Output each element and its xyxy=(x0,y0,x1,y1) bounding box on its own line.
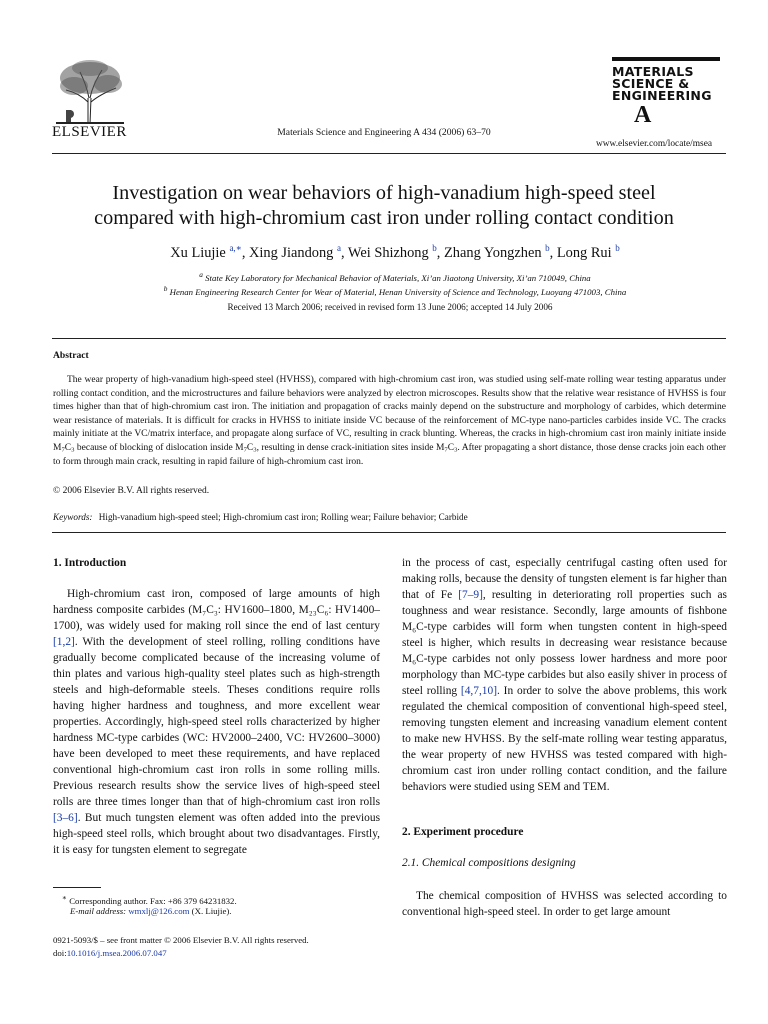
affil-text: Henan Engineering Research Center for Wear of Material, Henan University of Science and Technology, Luoyang 471003, China xyxy=(169,286,627,297)
body-text: . But much tungsten element was often added into the previous high-speed steel rolls, which brought about two disadvantages. Firstly, it is easy for tungsten element to segregate xyxy=(53,812,380,856)
affil-text: State Key Laboratory for Mechanical Behavior of Materials, Xi’an Jiaotong University, Xi’an 710049, China xyxy=(205,272,591,283)
logo-line-1: MATERIALS xyxy=(612,64,694,79)
doi-line xyxy=(53,948,167,958)
journal-logo xyxy=(612,58,720,128)
affil-mark: b xyxy=(163,284,168,293)
email-label: E-mail address: xyxy=(70,906,127,916)
introduction-paragraph xyxy=(53,586,380,858)
journal-citation: Materials Science and Engineering A 434 (2006) 63–70 xyxy=(277,127,491,138)
elsevier-tree-logo xyxy=(54,58,126,126)
title-line-1: Investigation on wear behaviors of high-vanadium high-speed steel xyxy=(112,182,656,204)
abstract-heading: Abstract xyxy=(53,350,89,361)
publisher-name: ELSEVIER xyxy=(52,124,127,140)
footnote-rule xyxy=(53,887,101,888)
abstract-text: The wear property of high-vanadium high-speed steel (HVHSS), compared with high-chromium cast iron, was studied using self-mate rolling wear testing apparatus under rolling contact condition, and the microstructures and failure behaviors were analyzed by electron microscopes. Results show that the relative wear resistance of HVHSS is four times higher than that of high-chromium cast iron. The initiation and propagation of cracks mainly depend on the substructure and morphology of carbides, which determine wear resistance of materials. It is difficult for cracks in HVHSS to initiate inside VC because of the reinforcement of MC-type nano-particles carbides inside VC. The cracks mainly initiate at the VC/matrix interface, and propagate along surface of VC, resulting in crack blunting. Whereas, the cracks in high-chromium cast iron mainly initiate inside $M_7C_3$ because of blocking of dislocation inside $M_7C_3$, resulting in dense crack-initiation sites inside $M_7C_3$. After propagating a short distance, those dense cracks join each other to form through main crack, resulting in rapid failure of high-chromium cast iron. xyxy=(53,375,726,467)
experiment-paragraph: The chemical composition of HVHSS was selected according to conventional high-speed steel. In order to get large amount xyxy=(402,890,727,918)
author-separator: , xyxy=(340,244,348,261)
section-heading-experiment: 2. Experiment procedure xyxy=(402,826,524,838)
logo-letter: A xyxy=(634,102,652,128)
journal-url[interactable]: www.elsevier.com/locate/msea xyxy=(596,139,713,149)
abstract-bottom-rule xyxy=(52,532,726,533)
subscript: 7 xyxy=(61,446,65,454)
corresponding-author-note xyxy=(62,893,237,906)
subscript: 7 xyxy=(243,446,247,454)
section-heading-introduction: 1. Introduction xyxy=(53,557,127,569)
affiliation-a xyxy=(0,270,768,283)
subscript: 7 xyxy=(444,446,448,454)
citation-link[interactable]: [3–6] xyxy=(53,812,78,824)
body-text: . With the development of steel rolling, rolling conditions have gradually become complicated because of the increasing volume of thin plates and various high-quality steel plates such as high-strength steels and high-deformable steels. Theses conditions require rolls having higher hardness and toughness, and more excellent wear properties. Accordingly, high-speed steel rolls characterized by higher hardness MC-type carbides (WC: HV2000–2400, VC: HV2600–3000) have been developed to meet these requirements, and have replaced conventional high-chromium cast iron rolls in some rolling mills. Previous research results show the service lives of high-speed steel rolls are three times longer than that of high-chromium cast iron rolls xyxy=(53,636,380,808)
footnote-star: ∗ xyxy=(62,893,67,902)
citation-link[interactable]: [1,2] xyxy=(53,636,75,648)
author-list xyxy=(0,243,768,262)
author-name: Xu Liujie xyxy=(170,244,226,261)
affiliation-b xyxy=(0,284,768,297)
email-link[interactable]: wmxlj@126.com xyxy=(128,906,190,916)
abstract-part: The wear property of high-vanadium high-speed steel (HVHSS), compared with high-chromium cast iron, was studied using self-mate rolling wear testing apparatus under rolling contact condition, and the microstructures and failure behaviors were analyzed by electron microscopes. Results show that the relative wear resistance of HVHSS is four times higher than that of high-chromium cast iron. The initiation and propagation of cracks mainly depend on the substructure and morphology of carbides, which determine wear resistance of materials. It is difficult for cracks in HVHSS to initiate inside VC because of the reinforcement of MC-type nano-particles carbides inside VC. The cracks mainly initiate at the VC/matrix interface, and propagate along surface of VC, resulting in crack blunting. Whereas, the cracks in high-chromium cast iron mainly initiate inside M xyxy=(53,375,726,453)
abstract-part: . After propagating a short distance, those dense cracks join each other to form through main crack, resulting in rapid failure of high-chromium cast iron. xyxy=(53,442,726,467)
subscript: 3 xyxy=(71,446,75,454)
abstract-top-rule xyxy=(52,338,726,339)
author-affil-mark[interactable]: a,∗ xyxy=(229,243,242,253)
article-title xyxy=(60,181,708,231)
citation-link[interactable]: [4,7,10] xyxy=(460,685,497,697)
author-separator: , xyxy=(436,244,444,261)
body-text: . In order to solve the above problems, this work regulated the chemical composition of conventional high-speed steel, removing tungsten element and increasing vanadium element content to make new HVHSS. By the self-mate rolling wear testing apparatus, the wear property of new HVHSS was tested compared with high-chromium cast iron under rolling contact condition, and the failure behaviors were studied using SEM and TEM. xyxy=(402,685,727,793)
body-text: in the process of cast, especially centrifugal casting often used for making rolls, because the density of tungsten element is far higher than that of Fe xyxy=(402,557,727,601)
header-rule xyxy=(52,153,726,154)
received-dates: Received 13 March 2006; received in revised form 13 June 2006; accepted 14 July 2006 xyxy=(227,302,553,312)
author-affil-mark[interactable]: a xyxy=(336,243,341,253)
doi-label: doi: xyxy=(53,948,67,958)
author-separator: , xyxy=(549,244,557,261)
author-name: Long Rui xyxy=(556,244,612,261)
abstract-copyright: © 2006 Elsevier B.V. All rights reserved. xyxy=(53,486,210,496)
subscript: 3 xyxy=(253,446,257,454)
abstract-part: because of blocking of dislocation inside M xyxy=(74,442,244,453)
issn-line: 0921-5093/$ – see front matter © 2006 Elsevier B.V. All rights reserved. xyxy=(53,935,309,945)
author-affil-mark[interactable]: b xyxy=(545,243,550,253)
author-affil-mark[interactable]: b xyxy=(615,243,620,253)
author-name: Zhang Yongzhen xyxy=(444,244,542,261)
email-suffix: (X. Liujie). xyxy=(191,906,232,916)
introduction-continued xyxy=(402,555,727,795)
logo-line-2: SCIENCE & xyxy=(612,76,690,91)
logo-line-3: ENGINEERING xyxy=(612,88,712,103)
subsection-heading: 2.1. Chemical compositions designing xyxy=(402,857,576,869)
author-name: Wei Shizhong xyxy=(347,244,429,261)
subscript: 3 xyxy=(454,446,458,454)
author-affil-mark[interactable]: b xyxy=(432,243,437,253)
title-line-2: compared with high-chromium cast iron under rolling contact condition xyxy=(94,207,674,229)
keywords-list: High-vanadium high-speed steel; High-chromium cast iron; Rolling wear; Failure behavior; Carbide xyxy=(98,512,468,522)
keywords xyxy=(53,512,468,522)
affil-mark: a xyxy=(199,270,203,279)
footnote-text: Corresponding author. Fax: +86 379 64231832. xyxy=(69,895,237,906)
keywords-label: Keywords: xyxy=(53,512,93,522)
abstract-part: , resulting in dense crack-initiation sites inside M xyxy=(256,442,445,453)
doi-link[interactable]: 10.1016/j.msea.2006.07.047 xyxy=(66,948,167,958)
citation-link[interactable]: [7–9] xyxy=(458,589,483,601)
author-name: Xing Jiandong xyxy=(249,244,334,261)
email-note xyxy=(70,906,231,916)
author-separator: , xyxy=(241,244,250,261)
body-text: High-chromium cast iron, composed of large amounts of high hardness composite carbides (M₇C₃: HV1600–1800, M₂₃C₆: HV1400–1700), was widely used for making roll since the end of last century xyxy=(53,588,380,632)
body-text: , resulting in deteriorating roll properties such as toughness and wear resistance. Secondly, large amounts of fishbone M₆C-type carbides will form when tungsten content in high-speed steel is higher, which results in decreasing wear resistance because M₆C-type carbides not only possess lower hardness and more poor morphology than MC-type carbides but also easily shiver in process of steel rolling xyxy=(402,589,727,697)
